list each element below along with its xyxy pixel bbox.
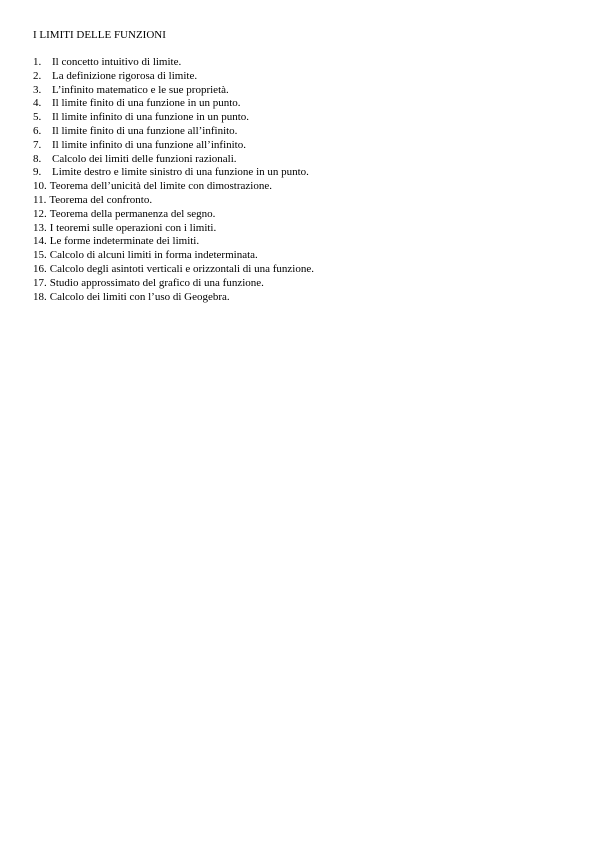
item-text: Il concetto intuitivo di limite. (52, 56, 182, 68)
document-title: I LIMITI DELLE FUNZIONI (33, 29, 166, 41)
item-text: Teorema del confronto. (49, 193, 153, 206)
item-text: Calcolo degli asintoti verticali e orizzontali di una funzione. (49, 262, 314, 275)
item-text: Le forme indeterminate dei limiti. (49, 235, 200, 248)
item-number: 1. (33, 56, 42, 68)
item-number: 12. (33, 207, 47, 220)
topic-list (33, 56, 314, 304)
item-number: 18. (33, 290, 47, 303)
item-number: 11. (33, 193, 47, 206)
list-item (33, 208, 314, 222)
item-number: 16. (33, 262, 47, 275)
item-number: 6. (33, 124, 42, 137)
list-item (33, 84, 314, 98)
list-item (33, 70, 314, 84)
list-item (33, 194, 314, 208)
list-item (33, 277, 314, 291)
item-number: 10. (33, 180, 47, 193)
list-item (33, 97, 314, 111)
item-number: 17. (33, 276, 47, 289)
item-text: Calcolo dei limiti con l’uso di Geogebra. (49, 290, 230, 303)
item-text: Il limite finito di una funzione in un punto. (52, 97, 241, 110)
list-item (33, 139, 314, 153)
item-number: 5. (33, 111, 42, 124)
item-number: 2. (33, 69, 42, 82)
item-number: 4. (33, 97, 42, 110)
item-number: 15. (33, 249, 47, 262)
item-number: 13. (33, 221, 47, 234)
item-text: Il limite infinito di una funzione all’infinito. (52, 138, 246, 151)
item-text: Calcolo dei limiti delle funzioni razionali. (52, 152, 237, 165)
list-item (33, 291, 314, 305)
list-item (33, 235, 314, 249)
list-item (33, 249, 314, 263)
item-text: L’infinito matematico e le sue proprietà. (52, 83, 229, 96)
item-number: 8. (33, 152, 42, 165)
item-text: Il limite infinito di una funzione in un punto. (52, 111, 250, 124)
item-text: La definizione rigorosa di limite. (52, 69, 198, 82)
list-item (33, 222, 314, 236)
list-item (33, 125, 314, 139)
item-text: I teoremi sulle operazioni con i limiti. (49, 221, 217, 234)
item-number: 3. (33, 83, 42, 96)
list-item (33, 111, 314, 125)
item-text: Studio approssimato del grafico di una funzione. (49, 276, 264, 289)
list-item (33, 166, 314, 180)
item-text: Il limite finito di una funzione all’infinito. (52, 124, 238, 137)
list-item (33, 56, 314, 70)
item-text: Teorema della permanenza del segno. (49, 207, 216, 220)
item-number: 7. (33, 138, 42, 151)
list-item (33, 180, 314, 194)
item-text: Teorema dell’unicità del limite con dimostrazione. (49, 180, 272, 193)
list-item (33, 263, 314, 277)
item-text: Limite destro e limite sinistro di una funzione in un punto. (52, 166, 309, 179)
item-text: Calcolo di alcuni limiti in forma indeterminata. (49, 249, 258, 262)
item-number: 9. (33, 166, 42, 179)
item-number: 14. (33, 235, 47, 248)
list-item (33, 153, 314, 167)
